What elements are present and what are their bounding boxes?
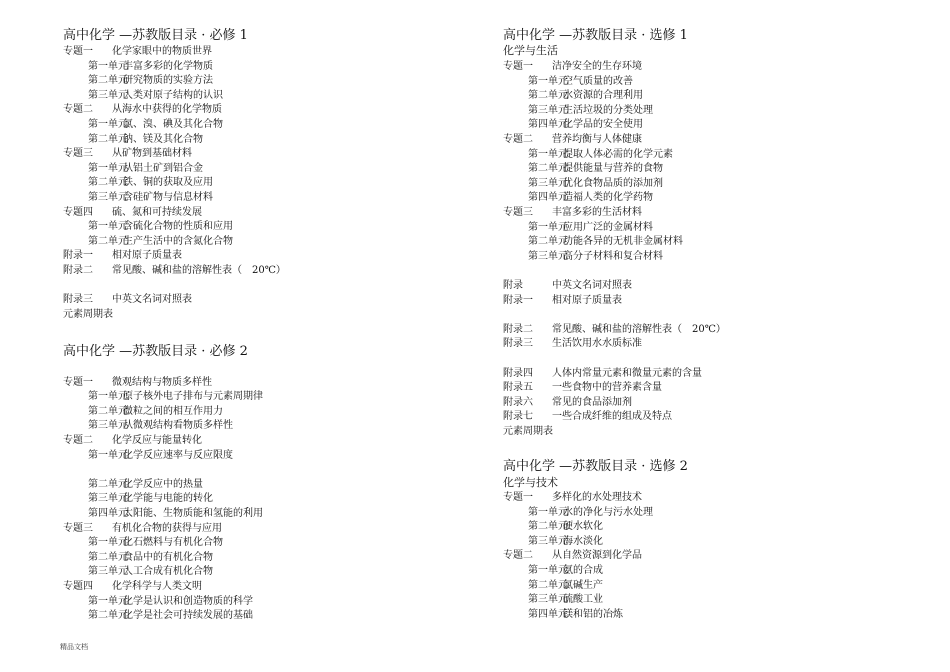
entry-title: 生产生活中的含氮化合物 xyxy=(123,235,233,247)
entry-label: 第二单元 xyxy=(88,75,128,87)
entry-title: 功能各异的无机非金属材料 xyxy=(563,236,683,248)
entry-label: 第二单元 xyxy=(528,236,568,248)
entry-label: 附录一 xyxy=(63,250,93,262)
entry-label: 第二单元 xyxy=(528,163,568,175)
entry-title: 一些合成纤维的组成及特点 xyxy=(552,411,672,423)
entry-label: 元素周期表 xyxy=(63,308,113,320)
entry-title: 丰富多彩的生活材料 xyxy=(552,207,642,218)
entry-label: 第四单元 xyxy=(88,508,128,519)
entry-title: 化学是认识和创造物质的科学 xyxy=(123,595,253,607)
entry-title: 从铝土矿到铝合金 xyxy=(123,162,203,174)
section-subtitle: 化学与技术 xyxy=(503,476,558,489)
entry-label: 专题二 xyxy=(503,550,533,562)
entry-label: 附录三 xyxy=(503,338,533,350)
section-title: 高中化学 —苏教版目录 · 选修 1 xyxy=(503,28,688,43)
entry-title: 铁、铜的获取及应用 xyxy=(123,177,213,189)
entry-title: 硬水软化 xyxy=(563,521,603,533)
entry-label: 第二单元 xyxy=(528,579,568,591)
entry-title: 有机化合物的获得与应用 xyxy=(112,522,222,534)
entry-label: 第三单元 xyxy=(88,192,128,203)
entry-label: 第二单元 xyxy=(88,235,128,247)
entry-label: 专题一 xyxy=(503,492,533,503)
entry-title: 含硫化合物的性质和应用 xyxy=(123,221,233,233)
entry-label: 第四单元 xyxy=(528,119,568,131)
entry-label: 附录二 xyxy=(63,265,93,276)
entry-title: 太阳能、生物质能和氢能的利用 xyxy=(123,508,263,519)
entry-label: 第一单元 xyxy=(528,565,568,576)
entry-title: 化学反应与能量转化 xyxy=(112,435,202,446)
entry-label: 第一单元 xyxy=(88,221,128,233)
entry-title: 常见酸、碱和盐的溶解性表（ 20℃） xyxy=(552,323,726,335)
entry-label: 第二单元 xyxy=(528,90,568,102)
entry-label: 第一单元 xyxy=(528,506,568,518)
entry-label: 附录一 xyxy=(503,294,533,306)
entry-label: 第一单元 xyxy=(528,75,568,87)
entry-title: 生活饮用水水质标准 xyxy=(552,338,642,350)
entry-title: 从矿物到基础材料 xyxy=(112,148,192,160)
entry-label: 附录六 xyxy=(503,396,533,408)
entry-title: 从微观结构看物质多样性 xyxy=(123,420,233,432)
entry-title: 化学能与电能的转化 xyxy=(123,493,213,505)
entry-label: 专题三 xyxy=(63,522,93,534)
entry-title: 镁和铝的冶炼 xyxy=(563,608,623,620)
entry-label: 附录五 xyxy=(503,382,533,394)
entry-title: 常见酸、碱和盐的溶解性表（ 20℃） xyxy=(112,265,286,276)
entry-title: 钠、镁及其化合物 xyxy=(123,133,203,145)
entry-title: 含硅矿物与信息材料 xyxy=(123,192,213,203)
entry-title: 化学反应中的热量 xyxy=(123,478,203,490)
entry-label: 附录二 xyxy=(503,323,533,335)
entry-title: 高分子材料和复合材料 xyxy=(563,250,663,262)
entry-title: 海水淡化 xyxy=(563,535,603,547)
entry-label: 专题一 xyxy=(503,61,533,72)
entry-title: 人体内常量元素和微量元素的含量 xyxy=(552,367,702,379)
entry-title: 提取人体必需的化学元素 xyxy=(563,148,673,160)
entry-title: 相对原子质量表 xyxy=(112,250,182,262)
footer-note: 精品文档 xyxy=(60,643,88,651)
entry-title: 原子核外电子排布与元素周期律 xyxy=(123,391,263,403)
entry-label: 第一单元 xyxy=(88,449,128,461)
entry-label: 专题三 xyxy=(503,207,533,218)
entry-title: 化石燃料与有机化合物 xyxy=(123,537,223,549)
entry-title: 中英文名词对照表 xyxy=(112,294,192,306)
entry-label: 第一单元 xyxy=(88,162,128,174)
entry-label: 第三单元 xyxy=(528,535,568,547)
entry-label: 专题一 xyxy=(63,46,93,57)
entry-label: 第三单元 xyxy=(88,420,128,432)
entry-title: 化学品的安全使用 xyxy=(563,119,643,131)
entry-label: 第二单元 xyxy=(88,177,128,189)
entry-label: 第三单元 xyxy=(88,89,128,101)
entry-label: 第三单元 xyxy=(88,493,128,505)
entry-title: 空气质量的改善 xyxy=(563,75,633,87)
entry-label: 第三单元 xyxy=(528,594,568,606)
entry-title: 一些食物中的营养素含量 xyxy=(552,382,662,394)
entry-label: 附录 xyxy=(503,280,523,291)
entry-label: 附录三 xyxy=(63,294,93,306)
entry-title: 丰富多彩的化学物质 xyxy=(123,60,213,72)
entry-label: 第三单元 xyxy=(528,104,568,116)
entry-label: 第二单元 xyxy=(88,610,128,622)
entry-title: 洁净安全的生存环境 xyxy=(552,61,642,72)
entry-label: 第二单元 xyxy=(88,133,128,145)
entry-title: 微观结构与物质多样性 xyxy=(112,376,212,388)
entry-label: 元素周期表 xyxy=(503,426,553,437)
entry-title: 水资源的合理利用 xyxy=(563,90,643,102)
entry-title: 化学是社会可持续发展的基础 xyxy=(123,610,253,622)
entry-title: 人工合成有机化合物 xyxy=(123,566,213,578)
section-subtitle: 化学与生活 xyxy=(503,44,558,57)
entry-title: 应用广泛的金属材料 xyxy=(563,221,653,233)
entry-title: 营养均衡与人体健康 xyxy=(552,134,642,145)
entry-label: 第三单元 xyxy=(528,177,568,189)
entry-label: 第二单元 xyxy=(528,521,568,533)
entry-label: 第三单元 xyxy=(528,250,568,262)
entry-label: 第一单元 xyxy=(88,119,128,130)
entry-title: 研究物质的实验方法 xyxy=(123,75,213,87)
entry-title: 从海水中获得的化学物质 xyxy=(112,104,222,116)
entry-title: 化学家眼中的物质世界 xyxy=(112,46,212,57)
entry-title: 多样化的水处理技术 xyxy=(552,492,642,503)
entry-title: 微粒之间的相互作用力 xyxy=(123,405,223,417)
entry-title: 食品中的有机化合物 xyxy=(123,551,213,563)
entry-title: 常见的食品添加剂 xyxy=(552,396,632,408)
entry-title: 硫、氮和可持续发展 xyxy=(112,206,202,218)
entry-label: 第二单元 xyxy=(88,551,128,563)
entry-title: 人类对原子结构的认识 xyxy=(123,89,223,101)
entry-label: 第二单元 xyxy=(88,478,128,490)
entry-label: 第三单元 xyxy=(88,566,128,578)
entry-label: 第四单元 xyxy=(528,608,568,620)
entry-label: 第一单元 xyxy=(88,391,128,403)
entry-label: 第一单元 xyxy=(88,537,128,549)
entry-label: 第一单元 xyxy=(528,221,568,233)
entry-label: 专题二 xyxy=(63,104,93,116)
entry-label: 第一单元 xyxy=(88,595,128,607)
entry-label: 第一单元 xyxy=(88,60,128,72)
entry-title: 优化食物品质的添加剂 xyxy=(563,177,663,189)
entry-title: 造福人类的化学药物 xyxy=(563,192,653,204)
entry-title: 硫酸工业 xyxy=(563,594,603,606)
entry-label: 第四单元 xyxy=(528,192,568,204)
entry-label: 专题二 xyxy=(63,435,93,446)
entry-label: 第一单元 xyxy=(528,148,568,160)
entry-title: 提供能量与营养的食物 xyxy=(563,163,663,175)
entry-title: 中英文名词对照表 xyxy=(552,280,632,291)
entry-label: 第二单元 xyxy=(88,405,128,417)
entry-title: 氯、溴、碘及其化合物 xyxy=(123,119,223,130)
entry-title: 从自然资源到化学品 xyxy=(552,550,642,562)
entry-label: 专题三 xyxy=(63,148,93,160)
section-title: 高中化学 —苏教版目录 · 必修 1 xyxy=(63,28,248,43)
entry-title: 氯碱生产 xyxy=(563,579,603,591)
entry-title: 氨的合成 xyxy=(563,565,603,576)
entry-title: 生活垃圾的分类处理 xyxy=(563,104,653,116)
entry-label: 专题四 xyxy=(63,206,93,218)
entry-label: 专题二 xyxy=(503,134,533,145)
section-title: 高中化学 —苏教版目录 · 选修 2 xyxy=(503,459,688,474)
section-title: 高中化学 —苏教版目录 · 必修 2 xyxy=(63,344,248,359)
entry-title: 水的净化与污水处理 xyxy=(563,506,653,518)
entry-label: 附录四 xyxy=(503,367,533,379)
entry-label: 专题一 xyxy=(63,376,93,388)
entry-title: 相对原子质量表 xyxy=(552,294,622,306)
entry-title: 化学科学与人类文明 xyxy=(112,581,202,592)
entry-title: 化学反应速率与反应限度 xyxy=(123,449,233,461)
entry-label: 专题四 xyxy=(63,581,93,592)
entry-label: 附录七 xyxy=(503,411,533,423)
